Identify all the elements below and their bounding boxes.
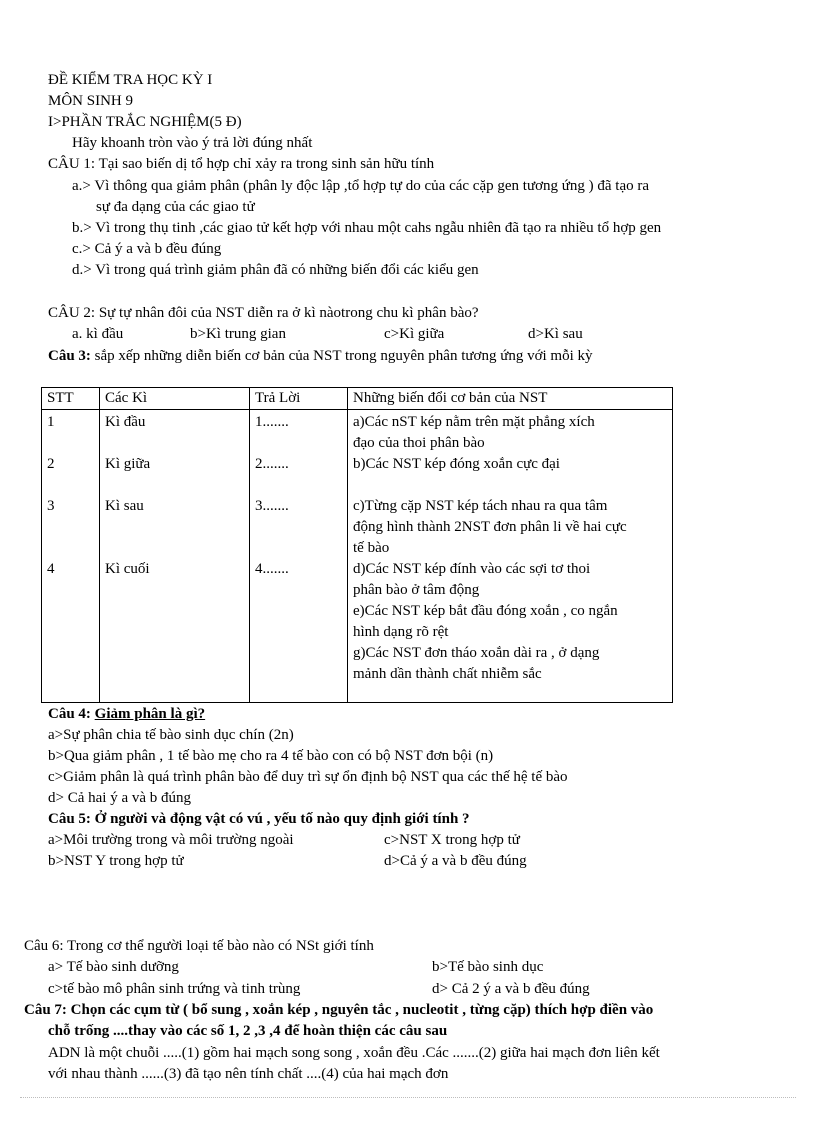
q6-option-d: d> Cả 2 ý a và b đều đúng [432, 981, 590, 997]
q2-option-a: a. kì đầu [72, 326, 124, 342]
change-a: a)Các nST kép nằm trên mặt phẳng xích [353, 414, 595, 430]
answer-3: 3....... [255, 498, 289, 514]
q1-option-a-cont: sự đa dạng của các giao tử [96, 199, 255, 215]
answer-column [250, 410, 348, 703]
change-c-cont: động hình thành 2NST đơn phân li về hai cực [353, 519, 627, 535]
q7-question-cont: chỗ trống ....thay vào các số 1, 2 ,3 ,4 để hoàn thiện các câu sau [48, 1023, 448, 1039]
q4-label: Câu 4: [48, 706, 95, 722]
answer-4: 4....... [255, 561, 289, 577]
q5-option-b: b>NST Y trong hợp tử [48, 853, 184, 869]
q1-option-d: d.> Vì trong quá trình giảm phân đã có những biến đổi các kiểu gen [72, 262, 479, 278]
stt-4: 4 [47, 561, 55, 577]
q5-option-d: d>Cả ý a và b đều đúng [384, 853, 527, 869]
q2-option-d: d>Kì sau [528, 326, 583, 342]
q4-option-c: c>Giảm phân là quá trình phân bào để duy trì sự ổn định bộ NST qua các thế hệ tế bào [48, 769, 568, 785]
change-e: e)Các NST kép bắt đầu đóng xoắn , co ngắn [353, 603, 618, 619]
page-divider [20, 1097, 796, 1098]
stt-2: 2 [47, 456, 55, 472]
change-d-cont: phân bào ở tâm động [353, 582, 480, 598]
header-stt: STT [42, 388, 100, 410]
q6-option-c: c>tế bào mô phân sinh trứng và tinh trùng [48, 981, 301, 997]
q4-option-d: d> Cả hai ý a và b đúng [48, 790, 192, 806]
q5-option-a: a>Môi trường trong và môi trường ngoài [48, 832, 294, 848]
part-heading: I>PHẦN TRẮC NGHIỆM(5 Đ) [48, 114, 242, 130]
q1-option-a: a.> Vì thông qua giảm phân (phân ly độc lập ,tổ hợp tự do của các cặp gen tương ứng ) đã tạo ra [72, 178, 650, 194]
change-c: c)Từng cặp NST kép tách nhau ra qua tâm [353, 498, 608, 514]
q4-option-b: b>Qua giảm phân , 1 tế bào mẹ cho ra 4 tế bào con có bộ NST đơn bội (n) [48, 748, 494, 764]
phase-4: Kì cuối [105, 561, 150, 577]
exam-title: ĐỀ KIỂM TRA HỌC KỲ I [48, 72, 213, 88]
change-e-cont: hình dạng rõ rệt [353, 624, 449, 640]
q6-option-a: a> Tế bào sinh dưỡng [48, 959, 179, 975]
q3-label: Câu 3: [48, 348, 91, 364]
phase-2: Kì giữa [105, 456, 151, 472]
answer-2: 2....... [255, 456, 289, 472]
q1-option-b: b.> Vì trong thụ tinh ,các giao tử kết hợp với nhau một cahs ngẫu nhiên đã tạo ra nhiều tổ hợp gen [72, 220, 662, 236]
q1-question: CÂU 1: Tại sao biến dị tổ hợp chỉ xảy ra trong sinh sản hữu tính [48, 156, 435, 172]
q3-text: sắp xếp những diễn biến cơ bản của NST trong nguyên phân tương ứng với mỗi kỳ [90, 348, 593, 364]
instruction: Hãy khoanh tròn vào ý trả lời đúng nhất [72, 135, 313, 151]
q7-passage: ADN là một chuỗi .....(1) gồm hai mạch song song , xoắn đều .Các .......(2) giữa hai mạch đơn liên kết [48, 1045, 660, 1061]
q6-option-b: b>Tế bào sinh dục [432, 959, 544, 975]
header-phase: Các Kì [100, 388, 250, 410]
q5-question: Câu 5: Ở người và động vật có vú , yếu tố nào quy định giới tính ? [48, 811, 470, 827]
change-b: b)Các NST kép đóng xoắn cực đại [353, 456, 560, 472]
q5-option-c: c>NST X trong hợp tử [384, 832, 520, 848]
q4-question [48, 704, 205, 724]
q3-question [48, 346, 593, 366]
q2-option-b: b>Kì trung gian [190, 326, 286, 342]
phase-3: Kì sau [105, 498, 144, 514]
change-a-cont: đạo của thoi phân bào [353, 435, 485, 451]
answer-1: 1....... [255, 414, 289, 430]
change-g-cont: mảnh dần thành chất nhiễm sắc [353, 666, 542, 682]
stt-1: 1 [47, 414, 55, 430]
subject-title: MÔN SINH 9 [48, 93, 134, 109]
header-changes: Những biến đổi cơ bản của NST [348, 388, 673, 410]
q7-passage-cont: với nhau thành ......(3) đã tạo nên tính chất ....(4) của hai mạch đơn [48, 1066, 449, 1082]
header-answer: Trả Lời [250, 388, 348, 410]
stt-3: 3 [47, 498, 55, 514]
q6-question: Câu 6: Trong cơ thể người loại tế bào nào có NSt giới tính [24, 938, 374, 954]
q7-question: Câu 7: Chọn các cụm từ ( bổ sung , xoắn kép , nguyên tắc , nucleotit , từng cặp) thích hợp điền vào [24, 1002, 654, 1018]
table-body-row [42, 410, 673, 703]
q2-question: CÂU 2: Sự tự nhân đôi của NST diễn ra ở kì nàotrong chu kì phân bào? [48, 305, 479, 321]
q4-option-a: a>Sự phân chia tế bào sinh dục chín (2n) [48, 727, 294, 743]
stt-column [42, 410, 100, 703]
table-header-row [42, 388, 673, 410]
q2-option-c: c>Kì giữa [384, 326, 445, 342]
change-d: d)Các NST kép đính vào các sợi tơ thoi [353, 561, 591, 577]
q1-option-c: c.> Cả ý a và b đều đúng [72, 241, 222, 257]
changes-column [348, 410, 673, 703]
q4-title: Giảm phân là gì? [94, 706, 206, 722]
change-c-cont2: tế bào [353, 540, 390, 556]
phase-column [100, 410, 250, 703]
phase-1: Kì đầu [105, 414, 146, 430]
change-g: g)Các NST đơn tháo xoắn dài ra , ở dạng [353, 645, 600, 661]
mitosis-table [41, 387, 673, 703]
